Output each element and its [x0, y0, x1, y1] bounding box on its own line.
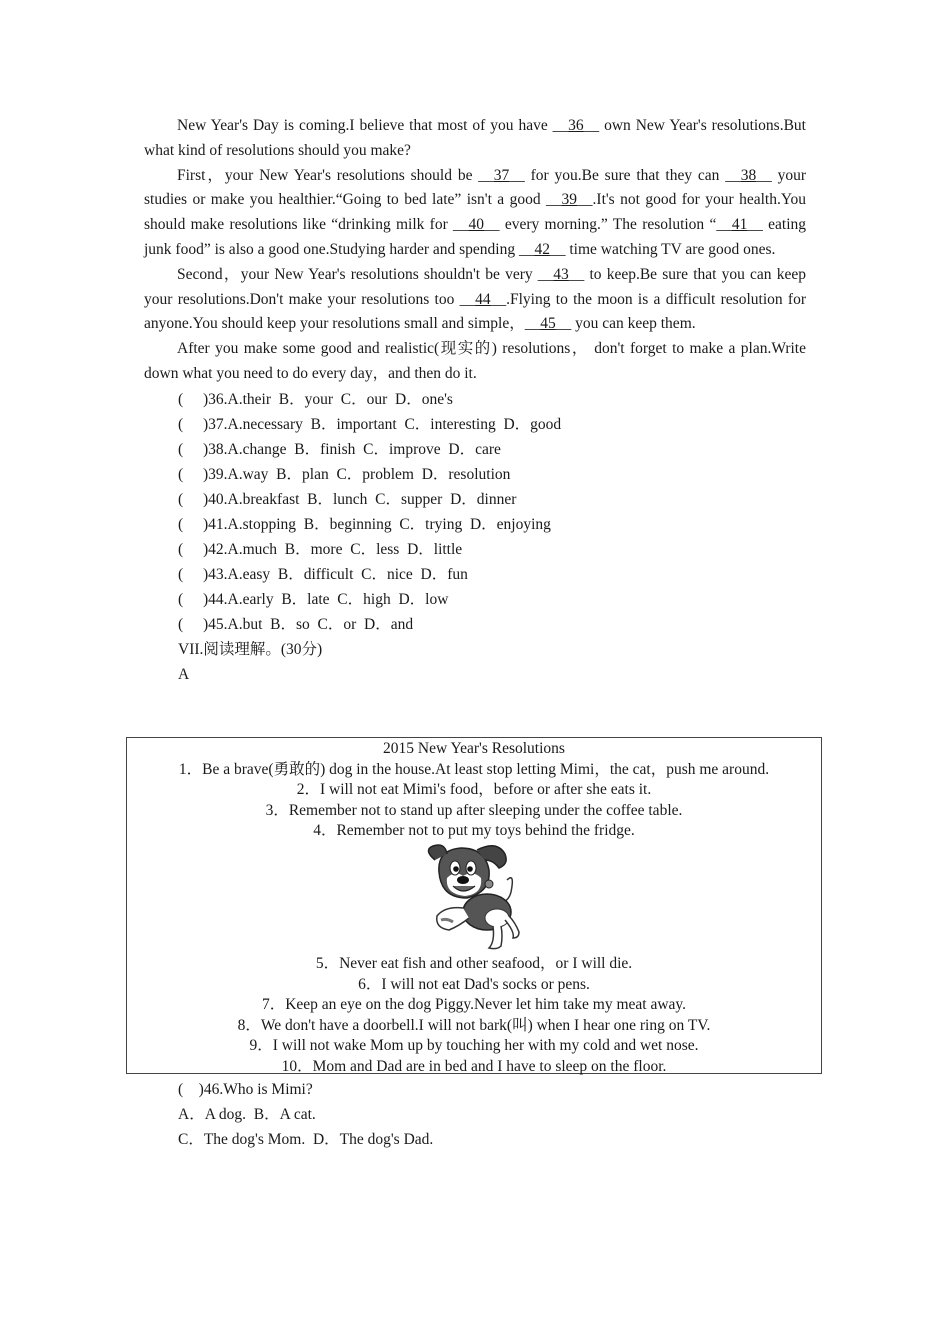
- answer-slot[interactable]: (: [178, 565, 184, 583]
- question-options: A．A dog. B．A cat.: [178, 1106, 316, 1123]
- answer-slot[interactable]: (: [178, 390, 184, 408]
- passage-paragraph: Second，your New Year's resolutions shouldn't be very __43__ to keep.Be sure that you can keep your resolutions.Don't make your resolutions too __44__.Flying to the moon is a difficult resolution for anyone.You should keep your resolutions small and simple，__45__ you can keep them.: [144, 265, 806, 333]
- answer-slot[interactable]: (: [178, 590, 184, 608]
- question-text: )39.A.way B．plan C．problem D．resolution: [203, 465, 511, 483]
- question-row: [144, 412, 806, 437]
- passage-paragraph: After you make some good and realistic(现实的) resolutions， don't forget to make a plan.Write down what you need to do every day，and then do it.: [144, 340, 806, 382]
- cloze-blank[interactable]: __40__: [453, 216, 500, 234]
- box-title: 2015 New Year's Resolutions: [383, 740, 565, 757]
- question-row: [144, 562, 806, 587]
- cloze-blank[interactable]: __39__: [546, 191, 593, 209]
- answer-slot[interactable]: (: [178, 440, 184, 458]
- resolution-item: 10．Mom and Dad are in bed and I have to sleep on the floor.: [281, 1057, 667, 1075]
- question-46: [178, 1077, 433, 1152]
- cloze-blank[interactable]: __45__: [524, 315, 572, 333]
- passage-paragraph: First，your New Year's resolutions should be __37__ for you.Be sure that they can __38__ your studies or make you healthier.“Going to bed late” isn't a good __39__.It's not good for your health.You should make resolutions like “drinking milk for __40__ every morning.” The resolution “__41__ eating junk food” is also a good one.Studying harder and spending __42__ time watching TV are good ones.: [144, 166, 806, 258]
- question-text: )36.A.their B．your C．our D．one's: [203, 390, 453, 408]
- cloze-passage: [144, 114, 806, 387]
- section-subheading: A: [178, 665, 190, 683]
- question-text: )43.A.easy B．difficult C．nice D．fun: [203, 565, 468, 583]
- question-row: [144, 512, 806, 537]
- question-row: [144, 587, 806, 612]
- resolution-item: 3．Remember not to stand up after sleeping under the coffee table.: [265, 801, 683, 819]
- question-text: )37.A.necessary B．important C．interesting D．good: [203, 415, 562, 433]
- cloze-blank[interactable]: __38__: [725, 166, 772, 184]
- cloze-blank[interactable]: __41__: [716, 216, 763, 234]
- puppy-illustration-icon: [419, 842, 529, 954]
- resolution-item: 4．Remember not to put my toys behind the fridge.: [313, 822, 635, 840]
- resolutions-box: [126, 737, 822, 1074]
- question-row: [144, 387, 806, 412]
- answer-slot[interactable]: (: [178, 540, 184, 558]
- question-row: [144, 487, 806, 512]
- document-page: [144, 114, 806, 687]
- answer-slot[interactable]: (: [178, 515, 184, 533]
- question-row: [144, 437, 806, 462]
- question-text: )45.A.but B．so C．or D．and: [203, 615, 414, 633]
- question-text: )44.A.early B．late C．high D．low: [203, 590, 449, 608]
- resolution-item: 2．I will not eat Mimi's food，before or after she eats it.: [296, 781, 652, 799]
- resolution-item: 7．Keep an eye on the dog Piggy.Never let him take my meat away.: [261, 996, 687, 1014]
- resolution-item: 8．We don't have a doorbell.I will not bark(叫) when I hear one ring on TV.: [237, 1016, 711, 1034]
- section-heading: VII.阅读理解。(30分): [178, 640, 323, 658]
- question-text: )41.A.stopping B．beginning C．trying D．enjoying: [203, 515, 551, 533]
- cloze-blank[interactable]: __42__: [518, 240, 566, 258]
- question-text: )40.A.breakfast B．lunch C．supper D．dinner: [203, 490, 517, 508]
- answer-slot[interactable]: (: [178, 615, 184, 633]
- passage-paragraph: New Year's Day is coming.I believe that most of you have __36__ own New Year's resolutions.But what kind of resolutions should you make?: [144, 117, 806, 159]
- answer-slot[interactable]: (: [178, 490, 184, 508]
- question-prompt: ( )46.Who is Mimi?: [178, 1081, 313, 1098]
- answer-slot[interactable]: (: [178, 415, 184, 433]
- resolution-item: 5．Never eat fish and other seafood，or I will die.: [315, 954, 633, 972]
- question-row: [144, 462, 806, 487]
- question-options: C．The dog's Mom. D．The dog's Dad.: [178, 1131, 434, 1148]
- resolution-item: 6．I will not eat Dad's socks or pens.: [358, 975, 590, 993]
- resolution-item: 1．Be a brave(勇敢的) dog in the house.At least stop letting Mimi，the cat，push me around.: [178, 760, 770, 778]
- cloze-blank[interactable]: __37__: [478, 166, 525, 184]
- question-row: [144, 537, 806, 562]
- resolution-item: 9．I will not wake Mom up by touching her with my cold and wet nose.: [249, 1037, 699, 1055]
- question-list: [144, 387, 806, 637]
- cloze-blank[interactable]: __43__: [537, 265, 585, 283]
- question-text: )42.A.much B．more C．less D．little: [203, 540, 463, 558]
- question-text: )38.A.change B．finish C．improve D．care: [203, 440, 501, 458]
- answer-slot[interactable]: (: [178, 465, 184, 483]
- question-row: [144, 612, 806, 637]
- cloze-blank[interactable]: __36__: [552, 117, 600, 134]
- cloze-blank[interactable]: __44__: [459, 290, 507, 308]
